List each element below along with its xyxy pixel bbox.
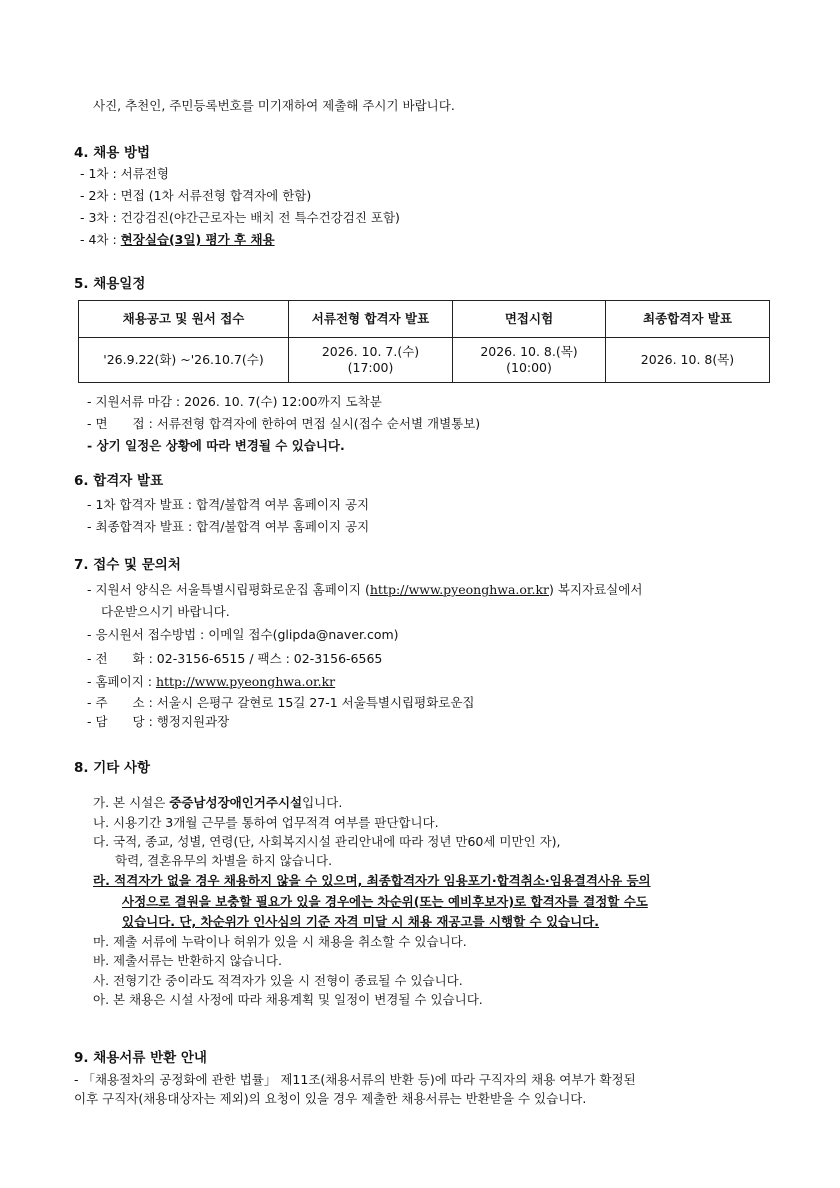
homepage-link-2[interactable]: http://www.pyeonghwa.or.kr (155, 674, 336, 689)
s5-note-bold: - 상기 일정은 상황에 따라 변경될 수 있습니다. (87, 438, 345, 453)
s7-line-2: 다운받으시기 바랍니다. (101, 604, 230, 619)
s7-line-6: - 주 소 : 서울시 은평구 갈현로 15길 27-1 서울특별시립평화로운집 (87, 695, 475, 710)
s7-line-4: - 전 화 : 02-3156-6515 / 팩스 : 02-3156-6565 (87, 651, 383, 666)
schedule-header-row (79, 301, 770, 338)
s9-line-1: - 「채용절차의 공정화에 관한 법률」 제11조(채용서류의 반환 등)에 따라 구직자의 채용 여부가 확정된 (74, 1072, 636, 1087)
section-9-title: 9. 채용서류 반환 안내 (74, 1050, 207, 1066)
s8-item-da-1: 다. 국적, 종교, 성별, 연령(단, 사회복지시설 관리안내에 따라 정년 만60세 미만인 자), (93, 834, 561, 849)
s4-item-4-emphasis: 현장실습(3일) 평가 후 채용 (120, 232, 275, 247)
homepage-link[interactable]: http://www.pyeonghwa.or.kr (369, 582, 550, 597)
s8-ga-post: 입니다. (302, 795, 343, 810)
schedule-cell-line: 2026. 10. 8.(목) (480, 344, 578, 359)
schedule-header-cell: 서류전형 합격자 발표 (289, 301, 453, 338)
schedule-cell-final-result: 2026. 10. 8(목) (606, 338, 770, 383)
s4-item-4-prefix: - 4차 : (80, 232, 121, 247)
section-8-title: 8. 기타 사항 (74, 760, 151, 776)
section-7-title: 7. 접수 및 문의처 (74, 557, 181, 573)
section-5-title: 5. 채용일정 (74, 276, 146, 292)
s8-item-sa: 사. 전형기간 중이라도 적격자가 있을 시 전형이 종료될 수 있습니다. (93, 973, 463, 988)
s4-item-2: - 2차 : 면접 (1차 서류전형 합격자에 한함) (80, 188, 312, 203)
s7-line-1 (87, 581, 642, 599)
schedule-cell-interview (453, 338, 606, 383)
s7-line-5 (87, 673, 335, 691)
s4-item-4 (80, 231, 275, 249)
section-6-title: 6. 합격자 발표 (74, 473, 164, 489)
s6-item-1: - 1차 합격자 발표 : 합격/불합격 여부 홈페이지 공지 (87, 497, 370, 512)
s5-note-1: - 지원서류 마감 : 2026. 10. 7(수) 12:00까지 도착분 (87, 394, 382, 409)
s8-item-da-2: 학력, 결혼유무의 차별을 하지 않습니다. (115, 853, 333, 868)
schedule-cell-line: 2026. 10. 7.(수) (321, 344, 420, 359)
schedule-cell-line: (10:00) (506, 360, 552, 375)
s8-item-ra-3: 있습니다. 단, 차순위가 인사심의 기준 자격 미달 시 채용 재공고를 시행할 수 있습니다. (122, 914, 600, 929)
s7-line-3: - 응시원서 접수방법 : 이메일 접수(glipda@naver.com) (87, 627, 399, 642)
s4-item-3: - 3차 : 건강검진(야간근로자는 배치 전 특수건강검진 포함) (80, 210, 400, 225)
schedule-data-row (79, 338, 770, 383)
schedule-table (78, 300, 770, 383)
s8-ga-pre: 가. 본 시설은 (93, 795, 170, 810)
s4-item-1: - 1차 : 서류전형 (80, 166, 169, 181)
section-4-title: 4. 채용 방법 (74, 145, 151, 161)
s9-line-2: 이후 구직자(채용대상자는 제외)의 요청이 있을 경우 제출한 채용서류는 반환받을 수 있습니다. (74, 1091, 587, 1106)
intro-text: 사진, 추천인, 주민등록번호를 미기재하여 제출해 주시기 바랍니다. (93, 98, 455, 113)
s8-ga-bold: 중증남성장애인거주시설 (169, 795, 303, 810)
s8-item-ra-2: 사정으로 결원을 보충할 필요가 있을 경우에는 차순위(또는 예비후보자)로 합격자를 결정할 수도 (122, 894, 648, 909)
s8-item-ba: 바. 제출서류는 반환하지 않습니다. (93, 953, 282, 968)
s5-note-2: - 면 접 : 서류전형 합격자에 한하여 면접 실시(접수 순서별 개별통보) (87, 416, 481, 431)
s7-line-1-pre: - 지원서 양식은 서울특별시립평화로운집 홈페이지 ( (87, 582, 370, 597)
schedule-header-cell: 면접시험 (453, 301, 606, 338)
schedule-cell-document-result (289, 338, 453, 383)
schedule-header-cell: 최종합격자 발표 (606, 301, 770, 338)
schedule-cell-application: '26.9.22(화) ~'26.10.7(수) (79, 338, 289, 383)
s6-item-2: - 최종합격자 발표 : 합격/불합격 여부 홈페이지 공지 (87, 519, 370, 534)
schedule-cell-line: (17:00) (347, 360, 394, 375)
s8-item-na: 나. 시용기간 3개월 근무를 통하여 업무적격 여부를 판단합니다. (93, 815, 439, 830)
s8-item-ga (93, 794, 342, 812)
s8-item-a: 아. 본 채용은 시설 사정에 따라 채용계획 및 일정이 변경될 수 있습니다. (93, 992, 483, 1007)
s8-item-ma: 마. 제출 서류에 누락이나 허위가 있을 시 채용을 취소할 수 있습니다. (93, 934, 467, 949)
s7-line-5-pre: - 홈페이지 : (87, 674, 156, 689)
s7-line-7: - 담 당 : 행정지원과장 (87, 714, 230, 729)
schedule-header-cell: 채용공고 및 원서 접수 (79, 301, 289, 338)
s7-line-1-post: ) 복지자료실에서 (549, 582, 643, 597)
s8-item-ra-1: 라. 적격자가 없을 경우 채용하지 않을 수 있으며, 최종합격자가 임용포기·합격취소·임용결격사유 등의 (93, 873, 651, 888)
